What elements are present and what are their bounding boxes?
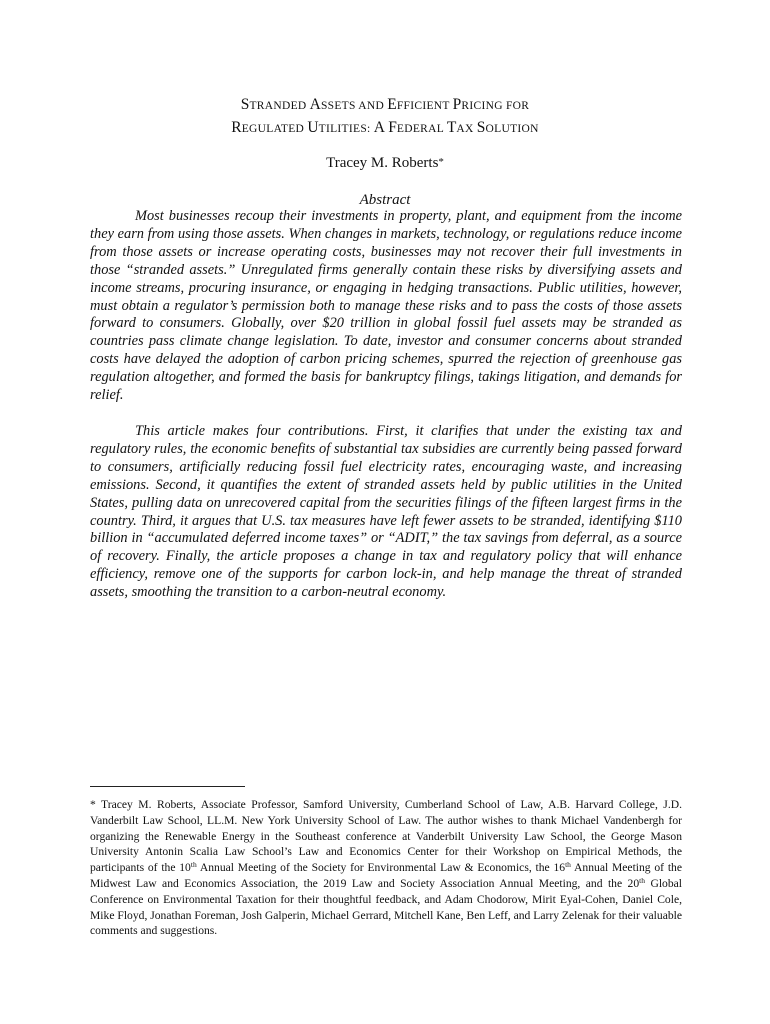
footnote-divider — [90, 786, 245, 787]
title-word: TRANDED — [249, 100, 310, 112]
title-word: S — [476, 119, 486, 136]
title-word: TILITIES: — [318, 123, 374, 135]
author-line — [90, 152, 680, 173]
footnote-superscript: th — [190, 860, 197, 870]
title-word: A — [309, 96, 321, 113]
title-word: S — [240, 96, 250, 113]
title-word: RICING FOR — [461, 100, 530, 112]
footnote-text: Global Conference on Environmental Taxation for their thoughtful feedback, and Adam Chodorow, Mirit Eyal-Cohen, Daniel Cole, Mike Floyd, Jonathan Foreman, Josh Galperin, Michael Gerrard, Mitchell Kane, Ben Leff, and Larry Zelenak for their valuable comments and suggestions. — [90, 876, 682, 938]
author-footnote — [90, 797, 682, 939]
title-word: R — [231, 119, 242, 136]
title-word: U — [307, 119, 319, 136]
title-word: E — [387, 96, 397, 113]
title-word: A — [373, 119, 385, 136]
article-title — [90, 94, 680, 140]
title-word: OLUTION — [485, 123, 539, 135]
footnote-text: Annual Meeting of the Midwest Law and Economics Association, the 2019 Law and Society Association Annual Meeting, and the 20 — [90, 861, 682, 890]
abstract-paragraph-2: This article makes four contributions. First, it clarifies that under the existing tax and regulatory rules, the economic benefits of substantial tax subsidies are currently being passed forward to consumers, artificially reducing fossil fuel electricity rates, encouraging waste, and increasing emissions. Second, it quantifies the extent of stranded assets held by public utilities in the United States, pulling data on unrecovered capital from the securities filings of the fifteen largest firms in the country. Third, it argues that U.S. tax measures have left fewer assets to be stranded, identifying $110 billion in “accumulated deferred income taxes” or “ADIT,” the tax savings from deferral, as a source of recovery. Finally, the article proposes a change in tax and regulatory policy that will enhance efficiency, remove one of the supports for carbon lock-in, and help manage the threat of stranded assets, smoothing the transition to a carbon-neutral economy. — [90, 423, 682, 601]
abstract-paragraph-1: Most businesses recoup their investments in property, plant, and equipment from the income they earn from using those assets. When changes in markets, technology, or regulations reduce income from those assets or increase operating costs, businesses may not recover their full investments in those “stranded assets.” Unregulated firms generally contain these risks by diversifying assets and income streams, procuring insurance, or engaging in hedging transactions. Public utilities, however, must obtain a regulator’s permission both to manage these risks and to pass the costs of those assets forward to consumers. Globally, over $20 trillion in global fossil fuel assets may be stranded as countries pass climate change legislation. To date, investor and consumer concerns about stranded costs have delayed the adoption of carbon pricing schemes, spurred the rejection of greenhouse gas regulation altogether, and formed the basis for bankruptcy filings, takings litigation, and demands for relief. — [90, 208, 682, 404]
footnote-text: Annual Meeting of the Society for Environmental Law & Economics, the 16 — [196, 861, 566, 875]
title-word: SSETS AND — [320, 100, 388, 112]
title-word: T — [446, 119, 457, 136]
author-name: Tracey M. Roberts — [326, 155, 439, 171]
title-line-2 — [90, 117, 680, 140]
footnote-superscript: th — [639, 875, 645, 885]
title-line-1 — [90, 94, 680, 117]
footnote-text: * Tracey M. Roberts, Associate Professor, Samford University, Cumberland School of Law, A.B. Harvard College, J.D. Vanderbilt Law School, LL.M. New York University School of Law. The author wishes to thank Michael Vandenbergh for organizing the Renewable Energy in the Southeast conference at Vanderbilt University Law School, the George Mason University Antonin Scalia Law School’s Law and Economics Center for their Workshop on Empirical Methods, the participants of the 10 — [90, 798, 682, 875]
title-word: AX — [456, 123, 477, 135]
title-word: FFICIENT — [396, 100, 453, 112]
title-word: EDERAL — [396, 123, 447, 135]
abstract-heading: Abstract — [359, 192, 411, 208]
title-word: P — [452, 96, 462, 113]
footnote-superscript: th — [565, 860, 571, 870]
title-word: EGULATED — [241, 123, 308, 135]
footnote-marker: * — [438, 156, 444, 168]
title-word: F — [388, 119, 397, 136]
